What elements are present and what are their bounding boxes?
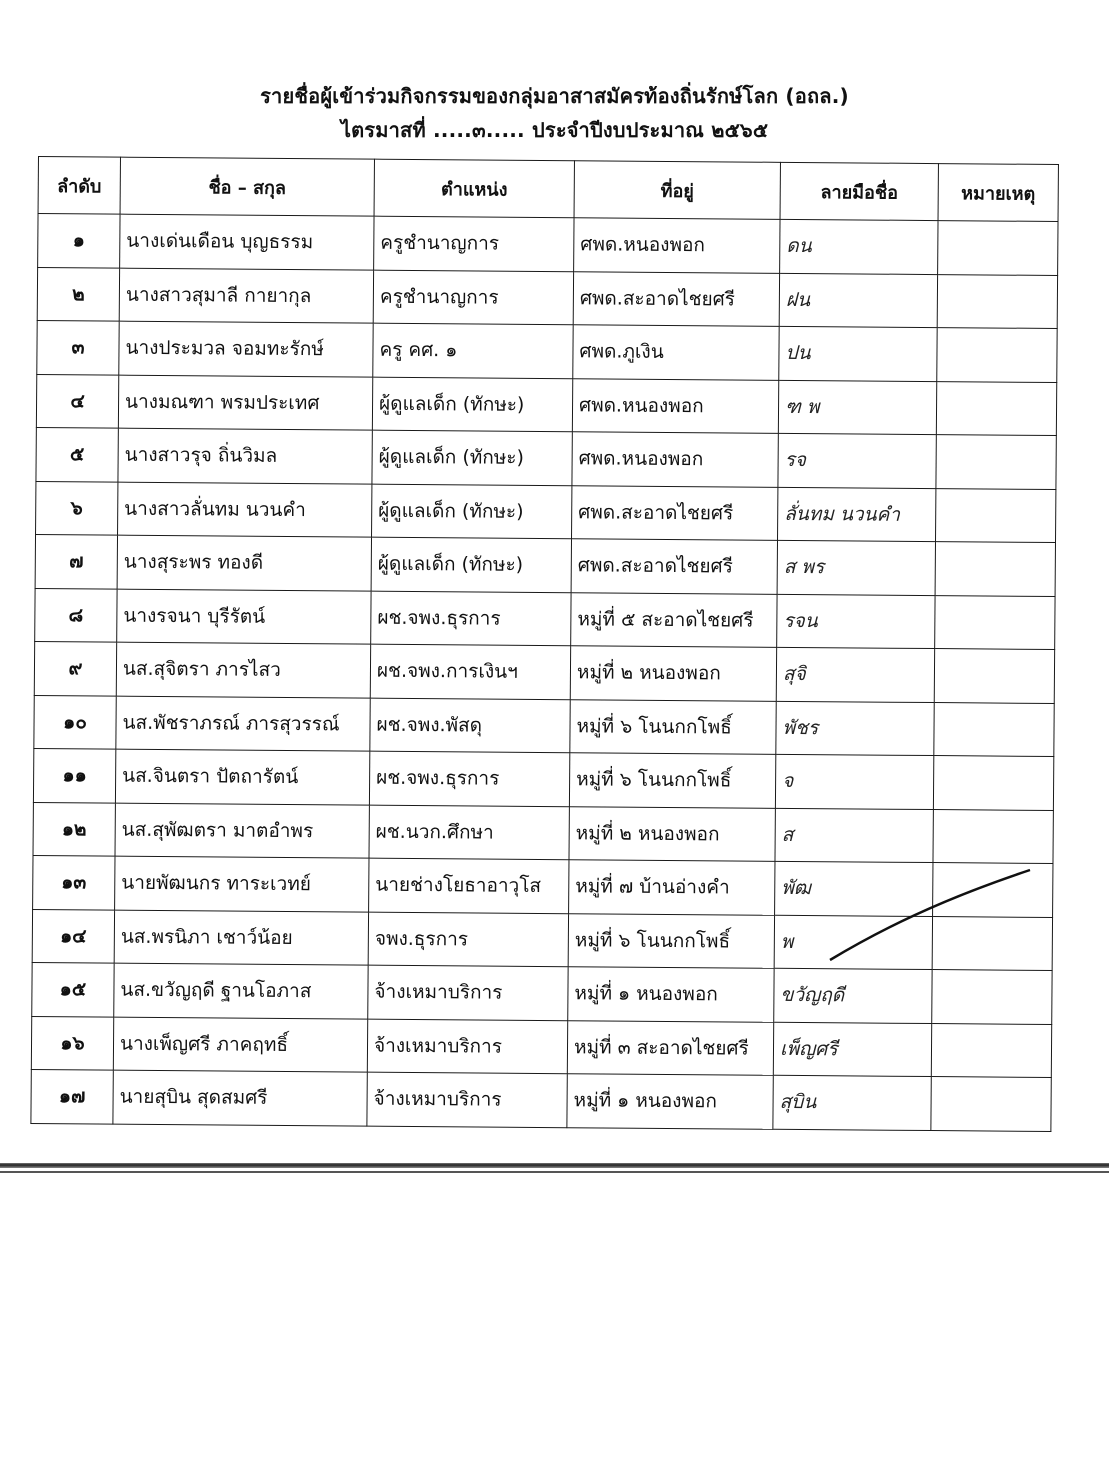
attendee-note <box>938 221 1058 275</box>
attendee-name: นายสุบิน สุดสมศรี <box>113 1070 367 1125</box>
attendee-note <box>935 488 1055 542</box>
row-number: ๕ <box>36 427 118 481</box>
row-number: ๑๕ <box>32 962 114 1016</box>
attendee-name: นส.ขวัญฤดี ฐานโอภาส <box>114 963 368 1018</box>
attendee-address: หมู่ที่ ๒ หนองพอก <box>569 806 775 861</box>
row-number: ๔ <box>36 374 118 428</box>
table-row <box>36 374 1056 436</box>
attendee-address: หมู่ที่ ๑ หนองพอก <box>567 1074 773 1129</box>
attendee-address: หมู่ที่ ๖ โนนกกโพธิ์ <box>569 753 775 808</box>
signature-flourish <box>790 860 1040 970</box>
table-row <box>31 1069 1051 1131</box>
column-header-position: ตำแหน่ง <box>374 159 574 218</box>
attendee-position: ผู้ดูแลเด็ก (ทักษะ) <box>372 377 572 432</box>
column-header-signature: ลายมือชื่อ <box>780 162 938 220</box>
column-header-name: ชื่อ – สกุล <box>120 157 374 216</box>
column-header-address: ที่อยู่ <box>574 161 780 220</box>
attendee-address: หมู่ที่ ๖ โนนกกโพธิ์ <box>570 699 776 754</box>
attendee-name: นางสาวลั่นทม นวนคำ <box>118 482 372 537</box>
attendee-position: ครูชำนาญการ <box>373 270 573 325</box>
attendee-name: นางเด่นเดือน บุญธรรม <box>120 214 374 269</box>
attendee-position: ผช.จพง.ธุรการ <box>369 751 569 806</box>
table-row <box>34 695 1054 757</box>
table-row <box>37 320 1057 382</box>
attendee-signature: ส <box>775 808 933 863</box>
table-row <box>34 641 1054 703</box>
quarter-number: ๓ <box>471 118 486 142</box>
attendee-name: นางรจนา บุรีรัตน์ <box>117 589 371 644</box>
table-row <box>38 214 1058 276</box>
attendee-name: นายพัฒนกร ทาระเวทย์ <box>115 856 369 911</box>
attendee-position: ผช.นวก.ศึกษา <box>369 805 569 860</box>
attendee-position: ครู คศ. ๑ <box>373 323 573 378</box>
row-number: ๑ <box>38 214 120 268</box>
attendee-position: จ้างเหมาบริการ <box>368 965 568 1020</box>
column-header-number: ลำดับ <box>38 157 120 215</box>
attendee-note <box>931 1077 1051 1131</box>
attendee-name: นส.จินตรา ปัตถารัตน์ <box>115 749 369 804</box>
attendee-name: นางสาวรุจ ถิ่นวิมล <box>118 428 372 483</box>
attendee-note <box>937 328 1057 382</box>
attendee-signature: ดน <box>780 219 938 274</box>
attendee-name: นส.พรนิภา เชาว์น้อย <box>114 910 368 965</box>
attendee-address: หมู่ที่ ๖ โนนกกโพธิ์ <box>568 913 774 968</box>
table-row <box>37 267 1057 329</box>
attendee-position: ผช.จพง.ธุรการ <box>371 591 571 646</box>
document-title: รายชื่อผู้เข้าร่วมกิจกรรมของกลุ่มอาสาสมัครท้องถิ่นรักษ์โลก (อถล.) <box>260 84 849 108</box>
attendee-position: นายช่างโยธาอาวุโส <box>369 858 569 913</box>
attendee-address: ศพด.สะอาดไชยศรี <box>573 271 779 326</box>
row-number: ๙ <box>34 641 116 695</box>
attendee-position: ผู้ดูแลเด็ก (ทักษะ) <box>372 430 572 485</box>
attendee-address: ศพด.สะอาดไชยศรี <box>571 539 777 594</box>
attendee-name: นส.สุพัฒตรา มาตอำพร <box>115 803 369 858</box>
attendee-signature: พัฒ <box>775 861 933 916</box>
attendee-name: นางสาวสุมาลี กายากุล <box>119 268 373 323</box>
attendee-address: หมู่ที่ ๑ หนองพอก <box>568 967 774 1022</box>
attendee-position: จ้างเหมาบริการ <box>367 1072 567 1127</box>
row-number: ๑๖ <box>31 1016 113 1070</box>
attendee-note <box>933 756 1053 810</box>
attendee-address: ศพด.หนองพอก <box>574 218 780 273</box>
attendee-note <box>934 702 1054 756</box>
subtitle-prefix: ไตรมาสที่ ..... <box>340 118 472 142</box>
attendee-signature: ส พร <box>777 540 935 595</box>
row-number: ๓ <box>37 320 119 374</box>
table-row <box>36 427 1056 489</box>
row-number: ๑๑ <box>33 748 115 802</box>
document-subtitle <box>0 114 1109 146</box>
table-row <box>33 748 1053 810</box>
attendee-signature: สุบิน <box>773 1075 931 1130</box>
table-row <box>36 481 1056 543</box>
attendee-note <box>932 970 1052 1024</box>
row-number: ๑๒ <box>33 802 115 856</box>
attendee-name: นางมณฑา พรมประเทศ <box>118 375 372 430</box>
attendee-signature: ฝน <box>779 273 937 328</box>
attendee-signature: เพ็ญศรี <box>773 1022 931 1077</box>
page-fold-shadow <box>0 1171 1109 1173</box>
attendee-address: หมู่ที่ ๒ หนองพอก <box>570 646 776 701</box>
row-number: ๑๗ <box>31 1069 113 1123</box>
attendee-note <box>935 595 1055 649</box>
attendee-address: ศพด.สะอาดไชยศรี <box>572 485 778 540</box>
attendee-position: ผู้ดูแลเด็ก (ทักษะ) <box>371 537 571 592</box>
attendee-address: หมู่ที่ ๗ บ้านอ่างคำ <box>569 860 775 915</box>
table-row <box>33 802 1053 864</box>
attendee-signature: ปน <box>779 326 937 381</box>
attendee-address: หมู่ที่ ๓ สะอาดไชยศรี <box>567 1020 773 1075</box>
attendee-position: จพง.ธุรการ <box>368 912 568 967</box>
row-number: ๒ <box>37 267 119 321</box>
table-row <box>32 962 1052 1024</box>
attendee-signature: ขวัญฤดี <box>774 968 932 1023</box>
attendee-signature: รจน <box>777 594 935 649</box>
attendee-signature: พ <box>774 915 932 970</box>
attendee-address: ศพด.ภูเงิน <box>573 325 779 380</box>
row-number: ๖ <box>36 481 118 535</box>
row-number: ๑๔ <box>32 909 114 963</box>
page-fold-line <box>0 1163 1109 1168</box>
attendee-signature: รจ <box>778 433 936 488</box>
column-header-note: หมายเหตุ <box>938 164 1058 222</box>
attendee-name: นส.สุจิตรา ภารไสว <box>116 642 370 697</box>
attendee-position: ครูชำนาญการ <box>374 216 574 271</box>
table-row <box>35 534 1055 596</box>
row-number: ๑๓ <box>33 855 115 909</box>
table-header-row <box>38 157 1058 222</box>
attendee-position: ผช.จพง.การเงินฯ <box>370 644 570 699</box>
attendee-note <box>935 542 1055 596</box>
attendee-name: นางเพ็ญศรี ภาคฤทธิ์ <box>113 1017 367 1072</box>
attendee-note <box>936 381 1056 435</box>
table-row <box>35 588 1055 650</box>
attendee-position: จ้างเหมาบริการ <box>367 1019 567 1074</box>
attendee-address: หมู่ที่ ๕ สะอาดไชยศรี <box>571 592 777 647</box>
row-number: ๘ <box>35 588 117 642</box>
attendee-table <box>30 156 1059 1131</box>
table-row <box>31 1016 1051 1078</box>
attendee-note <box>931 1023 1051 1077</box>
attendee-signature: ลั่นทม นวนคำ <box>778 487 936 542</box>
row-number: ๗ <box>35 534 117 588</box>
attendee-signature: สุจิ <box>776 647 934 702</box>
attendee-address: ศพด.หนองพอก <box>572 432 778 487</box>
attendee-position: ผู้ดูแลเด็ก (ทักษะ) <box>372 484 572 539</box>
attendee-note <box>933 809 1053 863</box>
attendee-address: ศพด.หนองพอก <box>572 378 778 433</box>
attendee-note <box>936 435 1056 489</box>
table-body <box>31 214 1058 1131</box>
row-number: ๑๐ <box>34 695 116 749</box>
attendee-position: ผช.จพง.พัสดุ <box>370 698 570 753</box>
attendee-name: นส.พัชราภรณ์ ภารสุวรรณ์ <box>116 696 370 751</box>
attendee-signature: พัชร <box>776 701 934 756</box>
attendee-signature: ฑ พ <box>778 380 936 435</box>
attendee-signature: จ <box>775 754 933 809</box>
attendee-name: นางสุระพร ทองดี <box>117 535 371 590</box>
attendee-note <box>937 274 1057 328</box>
subtitle-suffix: ..... ประจำปีงบประมาณ ๒๕๖๕ <box>485 118 769 142</box>
attendee-name: นางประมวล จอมทะรักษ์ <box>119 321 373 376</box>
attendee-note <box>934 649 1054 703</box>
